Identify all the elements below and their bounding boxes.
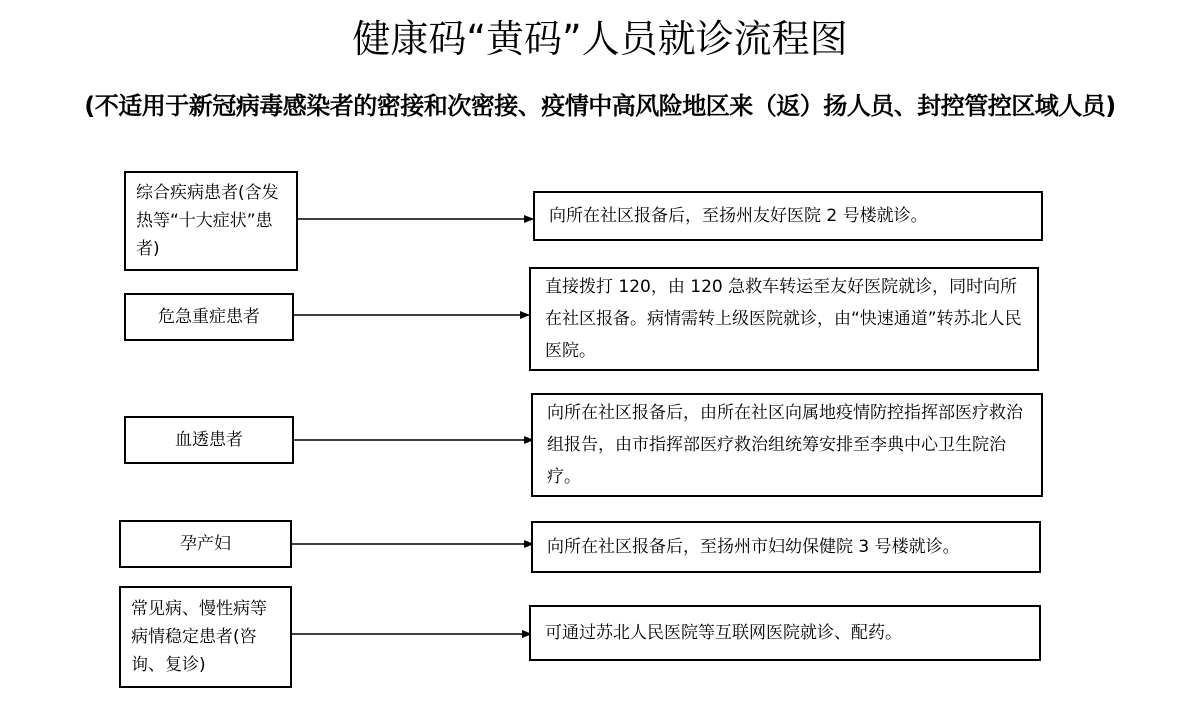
action-label: 向所在社区报备后，至扬州市妇幼保健院 3 号楼就诊。 xyxy=(547,537,960,557)
page-title: 健康码“黄码”人员就诊流程图 xyxy=(352,17,848,61)
page-subtitle: (不适用于新冠病毒感染者的密接和次密接、疫情中高风险地区来（返）扬人员、封控管控区域人员) xyxy=(84,92,1116,120)
category-box-general-illness xyxy=(124,171,298,271)
action-label: 直接拨打 120，由 120 急救车转运至友好医院就诊，同时向所在社区报备。病情需转上级医院就诊，由“快速通道”转苏北人民医院。 xyxy=(545,277,1022,361)
action-box-dialysis xyxy=(531,393,1043,497)
category-label: 血透患者 xyxy=(175,430,243,450)
category-box-pregnant xyxy=(119,520,292,568)
category-label: 综合疾病患者(含发热等“十大症状”患者) xyxy=(136,183,279,259)
action-label: 向所在社区报备后，至扬州友好医院 2 号楼就诊。 xyxy=(549,206,928,226)
category-box-chronic xyxy=(119,586,292,688)
action-label: 向所在社区报备后，由所在社区向属地疫情防控指挥部医疗救治组报告，由市指挥部医疗救治组统筹安排至李典中心卫生院治疗。 xyxy=(547,403,1023,487)
category-box-critical xyxy=(124,293,294,341)
category-label: 常见病、慢性病等病情稳定患者(咨询、复诊) xyxy=(131,599,267,675)
category-label: 危急重症患者 xyxy=(158,307,260,327)
action-box-pregnant xyxy=(531,521,1041,573)
category-label: 孕产妇 xyxy=(180,534,231,554)
action-label: 可通过苏北人民医院等互联网医院就诊、配药。 xyxy=(545,623,902,643)
action-box-general-illness xyxy=(533,191,1043,241)
action-box-chronic xyxy=(529,605,1041,661)
category-box-dialysis xyxy=(124,416,294,464)
action-box-critical xyxy=(529,267,1039,371)
